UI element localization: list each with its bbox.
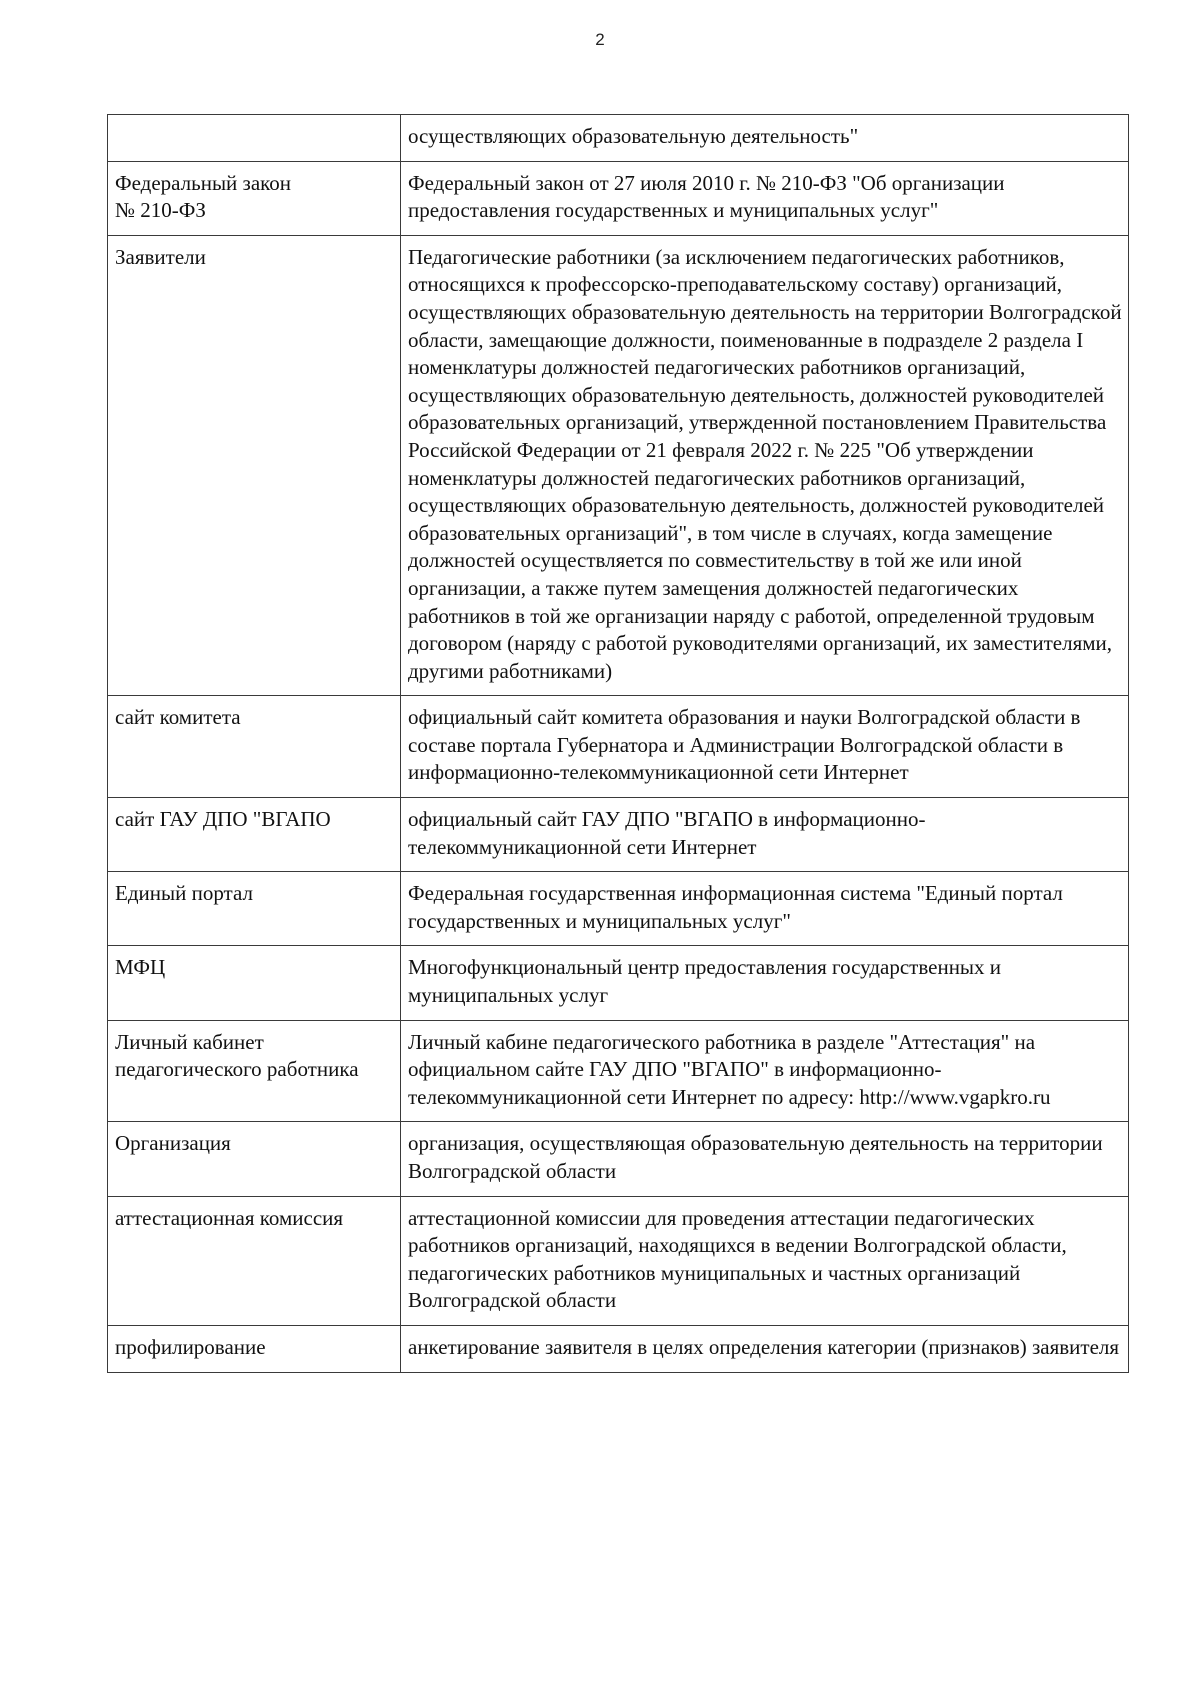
term-cell: Организация	[108, 1122, 401, 1196]
definition-cell: официальный сайт ГАУ ДПО "ВГАПО в информационно-телекоммуникационной сети Интернет	[401, 798, 1129, 872]
table-row	[108, 1122, 1129, 1196]
table-row	[108, 1325, 1129, 1372]
page-number: 2	[595, 30, 605, 49]
table-row	[108, 798, 1129, 872]
definition-cell: аттестационной комиссии для проведения аттестации педагогических работников организаций, находящихся в ведении Волгоградской области, педагогических работников муниципальных и частных организаций Волгоградской области	[401, 1196, 1129, 1325]
definition-cell: Педагогические работники (за исключением педагогических работников, относящихся к профессорско-преподавательскому составу) организаций, осуществляющих образовательную деятельность на территории Волгоградской области, замещающие должности, поименованные в подразделе 2 раздела I номенклатуры должностей педагогических работников организаций, осуществляющих образовательную деятельность, должностей руководителей образовательных организаций, утвержденной постановлением Правительства Российской Федерации от 21 февраля 2022 г. № 225 "Об утверждении номенклатуры должностей педагогических работников организаций, осуществляющих образовательную деятельность, должностей руководителей образовательных организаций", в том числе в случаях, когда замещение должностей осуществляется по совместительству в той же или иной организации, а также путем замещения должностей педагогических работников в той же организации наряду с работой, определенной трудовым договором (наряду с работой руководителями организаций, их заместителями, другими работниками)	[401, 235, 1129, 696]
term-cell: аттестационная комиссия	[108, 1196, 401, 1325]
table-row	[108, 1196, 1129, 1325]
table-row	[108, 696, 1129, 798]
table-row	[108, 872, 1129, 946]
table-row	[108, 946, 1129, 1020]
term-line: Федеральный закон	[115, 170, 292, 195]
terms-table	[107, 114, 1129, 1373]
term-cell: Единый портал	[108, 872, 401, 946]
table-row	[108, 161, 1129, 235]
definition-cell: официальный сайт комитета образования и науки Волгоградской области в составе портала Губернатора и Администрации Волгоградской области в информационно-телекоммуникационной сети Интернет	[401, 696, 1129, 798]
term-cell: профилирование	[108, 1325, 401, 1372]
definition-cell: Многофункциональный центр предоставления государственных и муниципальных услуг	[401, 946, 1129, 1020]
term-cell	[108, 115, 401, 162]
term-line: № 210-ФЗ	[115, 198, 206, 223]
definition-cell: организация, осуществляющая образовательную деятельность на территории Волгоградской области	[401, 1122, 1129, 1196]
term-cell: сайт ГАУ ДПО "ВГАПО	[108, 798, 401, 872]
definition-cell: анкетирование заявителя в целях определения категории (признаков) заявителя	[401, 1325, 1129, 1372]
table-row	[108, 1020, 1129, 1122]
term-cell: МФЦ	[108, 946, 401, 1020]
term-cell	[108, 161, 401, 235]
definition-cell: Личный кабине педагогического работника в разделе "Аттестация" на официальном сайте ГАУ ДПО "ВГАПО" в информационно-телекоммуникационной сети Интернет по адресу: http://www.vgapkro.ru	[401, 1020, 1129, 1122]
table-row	[108, 115, 1129, 162]
definition-cell: Федеральный закон от 27 июля 2010 г. № 210-ФЗ "Об организации предоставления государственных и муниципальных услуг"	[401, 161, 1129, 235]
term-cell: сайт комитета	[108, 696, 401, 798]
term-cell: Личный кабинет педагогического работника	[108, 1020, 401, 1122]
definition-cell: осуществляющих образовательную деятельность"	[401, 115, 1129, 162]
term-cell: Заявители	[108, 235, 401, 696]
table-row	[108, 235, 1129, 696]
definition-cell: Федеральная государственная информационная система "Единый портал государственных и муниципальных услуг"	[401, 872, 1129, 946]
